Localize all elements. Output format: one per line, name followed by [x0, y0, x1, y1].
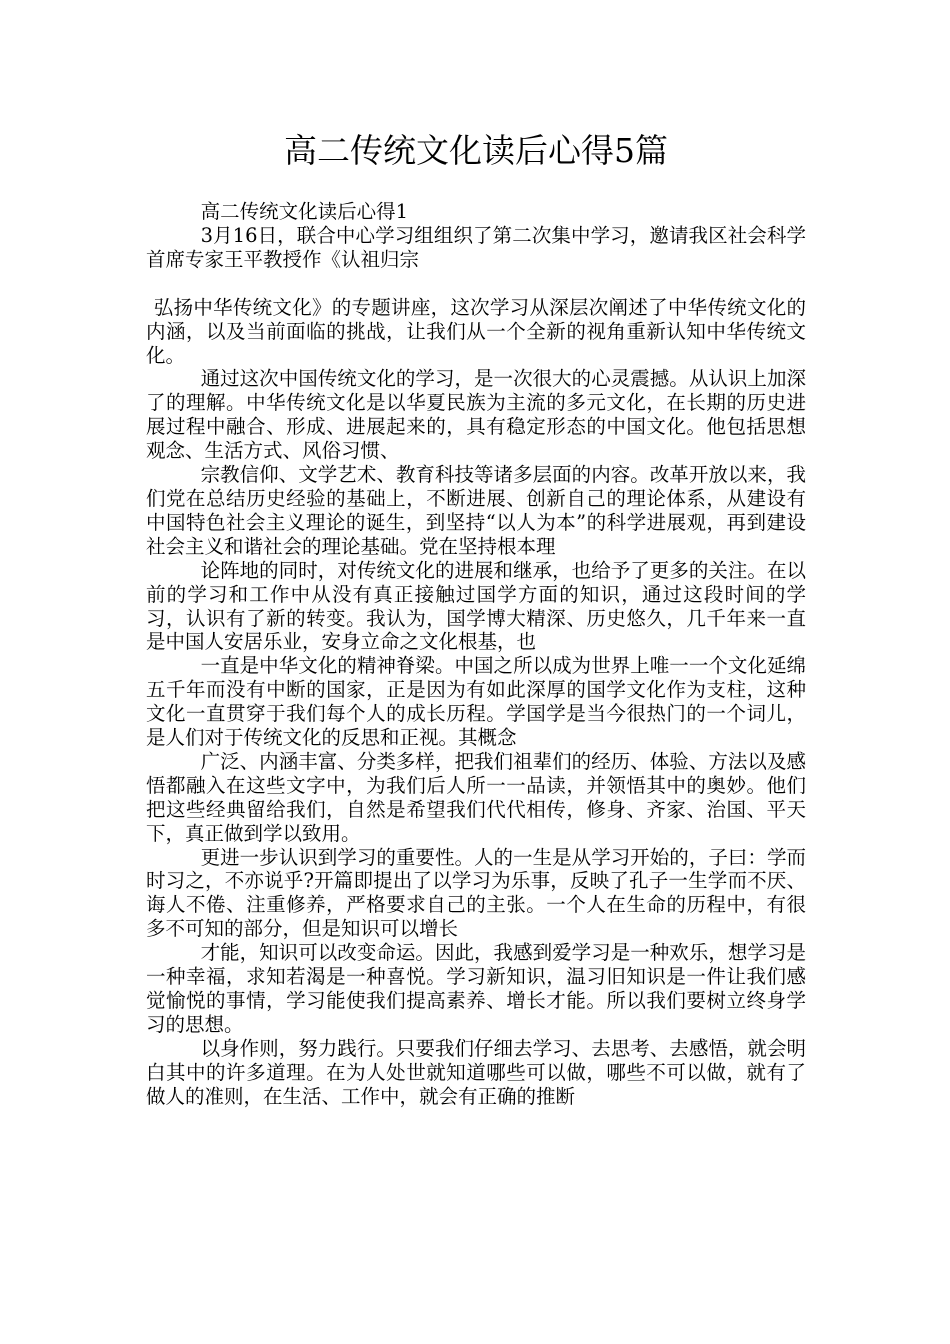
paragraph-3: 通过这次中国传统文化的学习，是一次很大的心灵震撼。从认识上加深了的理解。中华传统文化是以华夏民族为主流的多元文化，在长期的历史进展过程中融合、形成、进展起来的，具有稳定形态的中国文化。他包括思想观念、生活方式、风俗习惯、: [146, 367, 806, 463]
paragraph-5: 论阵地的同时，对传统文化的进展和继承，也给予了更多的关注。在以前的学习和工作中从没有真正接触过国学方面的知识，通过这段时间的学习，认识有了新的转变。我认为，国学博大精深、历史悠久，几千年来一直是中国人安居乐业，安身立命之文化根基，也: [146, 558, 806, 654]
section-heading: 高二传统文化读后心得1: [200, 200, 409, 223]
paragraph-2: 弘扬中华传统文化》的专题讲座，这次学习从深层次阐述了中华传统文化的内涵，以及当前面临的挑战，让我们从一个全新的视角重新认知中华传统文化。: [146, 295, 806, 367]
paragraph-1: 3月16日，联合中心学习组组织了第二次集中学习，邀请我区社会科学首席专家王平教授作《认祖归宗: [146, 223, 806, 271]
paragraph-4: 宗教信仰、文学艺术、教育科技等诸多层面的内容。改革开放以来，我们党在总结历史经验的基础上，不断进展、创新自己的理论体系，从建设有中国特色社会主义理论的诞生，到坚持“以人为本”的科学进展观，再到建设社会主义和谐社会的理论基础。党在坚持根本理: [146, 463, 806, 558]
paragraph-7: 广泛、内涵丰富、分类多样，把我们祖辈们的经历、体验、方法以及感悟都融入在这些文字中，为我们后人所一一品读，并领悟其中的奥妙。他们把这些经典留给我们，自然是希望我们代代相传，修身、齐家、治国、平天下，真正做到学以致用。: [146, 749, 806, 845]
document-title: 高二传统文化读后心得5篇: [284, 131, 668, 170]
paragraph-9: 才能，知识可以改变命运。因此，我感到爱学习是一种欢乐，想学习是一种幸福，求知若渴是一种喜悦。学习新知识，温习旧知识是一件让我们感觉愉悦的事情，学习能使我们提高素养、增长才能。所以我们要树立终身学习的思想。: [146, 941, 806, 1036]
paragraph-6: 一直是中华文化的精神脊梁。中国之所以成为世界上唯一一个文化延绵五千年而没有中断的国家，正是因为有如此深厚的国学文化作为支柱，这种文化一直贯穿于我们每个人的成长历程。学国学是当今很热门的一个词儿，是人们对于传统文化的反思和正视。其概念: [146, 654, 806, 750]
paragraph-gap: [146, 272, 806, 296]
paragraph-8: 更进一步认识到学习的重要性。人的一生是从学习开始的，子曰：学而时习之，不亦说乎?开篇即提出了以学习为乐事，反映了孔子一生学而不厌、诲人不倦、注重修养，严格要求自己的主张。一个人在生命的历程中，有很多不可知的部分，但是知识可以增长: [146, 845, 806, 941]
document-page: [146, 128, 806, 1109]
paragraph-10: 以身作则，努力践行。只要我们仔细去学习、去思考、去感悟，就会明白其中的许多道理。在为人处世就知道哪些可以做，哪些不可以做，就有了做人的准则，在生活、工作中，就会有正确的推断: [146, 1036, 806, 1108]
